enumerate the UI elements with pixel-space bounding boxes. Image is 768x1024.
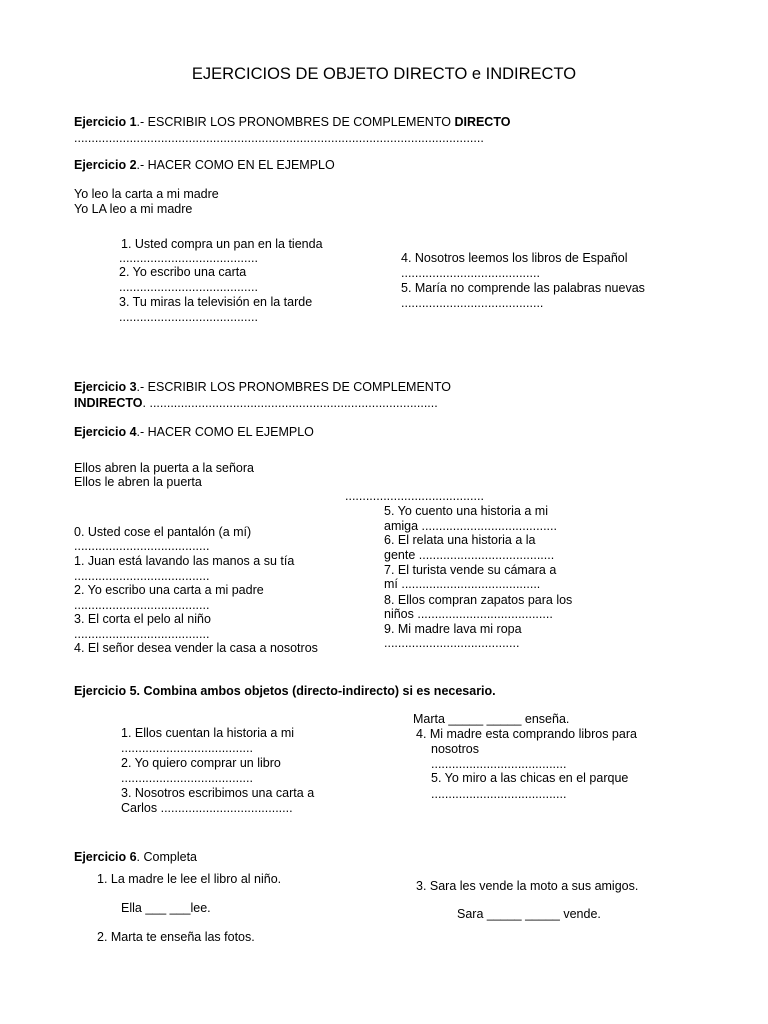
exercise-1-heading: [74, 115, 510, 130]
exercise-3-heading-line-2: [74, 396, 438, 411]
exercise-4-item-2: 2. Yo escribo una carta a mi padre: [74, 583, 264, 597]
exercise-2-label: Ejercicio 2: [74, 158, 137, 172]
page-title: EJERCICIOS DE OBJETO DIRECTO e INDIRECTO: [191, 65, 577, 83]
exercise-5-item-1-answer: ......................................: [121, 741, 253, 755]
exercise-2-item-5: 5. María no comprende las palabras nuevas: [401, 281, 645, 295]
exercise-6-instruction: . Completa: [136, 850, 197, 864]
exercise-3-answer-line: . ...................................................................................: [142, 396, 438, 410]
exercise-4-example-line-1: Ellos abren la puerta a la señora: [74, 461, 254, 475]
exercise-3-label: Ejercicio 3: [74, 380, 137, 394]
exercise-4-item-0-answer: .......................................: [74, 539, 210, 553]
exercise-4-item-6: 6. El relata una historia a la: [384, 533, 536, 547]
exercise-4-item-3: 3. El corta el pelo al niño: [74, 612, 211, 626]
exercise-4-instruction: .- HACER COMO EL EJEMPLO: [136, 425, 314, 439]
exercise-6-item-3: 3. Sara les vende la moto a sus amigos.: [416, 879, 639, 893]
exercise-4-item-5: 5. Yo cuento una historia a mi: [384, 504, 549, 518]
exercise-6-label: Ejercicio 6: [74, 850, 137, 864]
exercise-4-item-0: 0. Usted cose el pantalón (a mí): [74, 525, 252, 539]
exercise-2-item-1-answer: ........................................: [119, 251, 258, 265]
exercise-1-answer-line: ......................................................................................................................: [74, 131, 484, 145]
exercise-2-item-1: 1. Usted compra un pan en la tienda: [121, 237, 323, 251]
exercise-4-item-9-answer: .......................................: [384, 636, 520, 650]
exercise-4-label: Ejercicio 4: [74, 425, 137, 439]
exercise-2-example-line-1: Yo leo la carta a mi madre: [74, 187, 219, 201]
exercise-1-instruction: .- ESCRIBIR LOS PRONOMBRES DE COMPLEMENTO: [136, 115, 455, 129]
exercise-5-item-3-answer: Carlos ......................................: [121, 801, 293, 815]
exercise-6-item-3-answer: Sara _____ _____ vende.: [457, 907, 601, 921]
exercise-4-item-6-answer: gente .......................................: [384, 548, 555, 562]
exercise-6-heading: [74, 850, 197, 865]
exercise-2-item-2-answer: ........................................: [119, 280, 258, 294]
exercise-2-item-2: 2. Yo escribo una carta: [119, 265, 247, 279]
exercise-2-heading: [74, 158, 335, 173]
exercise-2-item-4-answer: ........................................: [401, 266, 540, 280]
exercise-5-item-1: 1. Ellos cuentan la historia a mi: [121, 726, 295, 740]
exercise-4-item-8-answer: niños .......................................: [384, 607, 553, 621]
exercise-3-instruction-bold: INDIRECTO: [74, 396, 143, 410]
exercise-3-heading: [74, 380, 451, 395]
exercise-5-item-2-answer: ......................................: [121, 771, 253, 785]
exercise-4-item-1: 1. Juan está lavando las manos a su tía: [74, 554, 295, 568]
exercise-5-item-3: 3. Nosotros escribimos una carta a: [121, 786, 315, 800]
exercise-5-item-2: 2. Yo quiero comprar un libro: [121, 756, 281, 770]
exercise-4-item-3-answer: .......................................: [74, 627, 210, 641]
exercise-4-example-line-2: Ellos le abren la puerta: [74, 475, 202, 489]
exercise-6-item-1-answer: Ella ___ ___lee.: [121, 901, 211, 915]
exercise-4-item-9: 9. Mi madre lava mi ropa: [384, 622, 522, 636]
exercise-4-top-answer-line: ........................................: [345, 489, 484, 503]
exercise-4-item-7: 7. El turista vende su cámara a: [384, 563, 557, 577]
exercise-5-example: Marta _____ _____ enseña.: [413, 712, 570, 726]
exercise-3-instruction: .- ESCRIBIR LOS PRONOMBRES DE COMPLEMENTO: [136, 380, 451, 394]
exercise-2-item-3-answer: ........................................: [119, 310, 258, 324]
exercise-1-instruction-bold: DIRECTO: [454, 115, 511, 129]
exercise-4-item-2-answer: .......................................: [74, 598, 210, 612]
exercise-4-item-4: 4. El señor desea vender la casa a nosotros: [74, 641, 318, 655]
exercise-2-instruction: .- HACER COMO EN EL EJEMPLO: [136, 158, 335, 172]
exercise-2-item-4: 4. Nosotros leemos los libros de Español: [401, 251, 628, 265]
exercise-1-label: Ejercicio 1: [74, 115, 137, 129]
exercise-2-item-5-answer: .........................................: [401, 296, 544, 310]
exercise-5-item-4-cont: nosotros: [431, 742, 479, 756]
exercise-5-item-4: 4. Mi madre esta comprando libros para: [416, 727, 637, 741]
exercise-4-item-5-answer: amiga .......................................: [384, 519, 557, 533]
exercise-4-item-1-answer: .......................................: [74, 569, 210, 583]
exercise-5-item-5: 5. Yo miro a las chicas en el parque: [431, 771, 629, 785]
exercise-4-heading: [74, 425, 314, 440]
exercise-5-heading: Ejercicio 5. Combina ambos objetos (directo-indirecto) si es necesario.: [74, 684, 496, 698]
exercise-4-item-8: 8. Ellos compran zapatos para los: [384, 593, 573, 607]
exercise-6-item-1: 1. La madre le lee el libro al niño.: [97, 872, 282, 886]
exercise-4-item-7-answer: mí ........................................: [384, 577, 541, 591]
exercise-2-item-3: 3. Tu miras la televisión en la tarde: [119, 295, 313, 309]
exercise-2-example-line-2: Yo LA leo a mi madre: [74, 202, 193, 216]
exercise-5-item-5-answer: .......................................: [431, 787, 567, 801]
exercise-6-item-2: 2. Marta te enseña las fotos.: [97, 930, 255, 944]
exercise-5-item-4-answer: .......................................: [431, 757, 567, 771]
